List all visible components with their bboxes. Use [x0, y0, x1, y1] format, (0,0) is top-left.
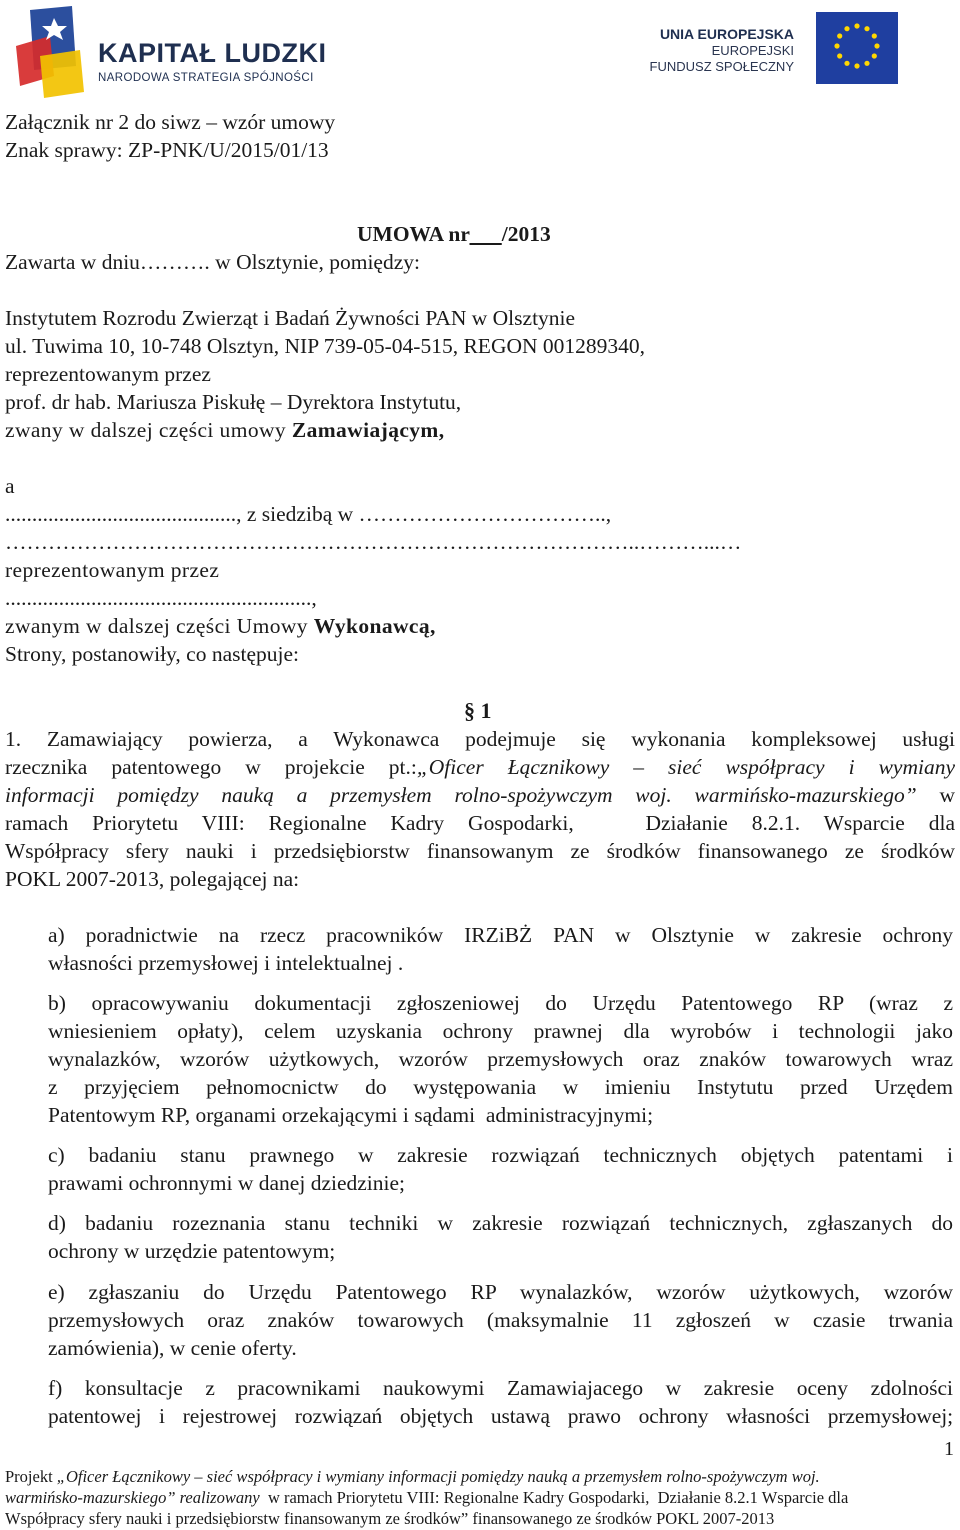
eu-logo-line3: FUNDUSZ SPOŁECZNY — [649, 59, 794, 74]
party2-role — [5, 612, 436, 640]
party2-name-line: ..........................................., z siedzibą w …………………………….., — [5, 502, 612, 526]
p1-line3-italic: informacji pomiędzy nauką a przemysłem rolno-spożywczym woj. warmińsko-mazurskiego” — [5, 783, 917, 807]
section-1-heading: § 1 — [464, 698, 492, 723]
party2-representative: ........................................................., — [5, 586, 317, 610]
p1-line2-italic: „Oficer Łącznikowy – sieć współpracy i wymiany — [416, 755, 956, 779]
p1-line4: ramach Priorytetu VIII: Regionalne Kadry Gospodarki, Działanie 8.2.1. Wsparcie dla — [5, 811, 955, 835]
item-b-line1: b) opracowywaniu dokumentacji zgłoszeniowej do Urzędu Patentowego RP (wraz z — [48, 991, 953, 1015]
concluded-line: Zawarta w dniu………. w Olsztynie, pomiędzy: — [5, 250, 420, 274]
party1-role — [5, 416, 445, 444]
p1-line2-pre: rzecznika patentowego w projekcie pt.: — [5, 755, 417, 779]
contract-title — [357, 220, 551, 248]
kapital-ludzki-title: KAPITAŁ LUDZKI — [98, 38, 327, 68]
item-d-line1: d) badaniu rozeznania stanu techniki w zakresie rozwiązań technicznych, zgłaszanych do — [48, 1211, 953, 1235]
footer-line2-italic: warmińsko-mazurskiego” realizowany — [5, 1488, 264, 1507]
p1-line3-post: w — [916, 783, 955, 807]
item-b-line5: Patentowym RP, organami orzekającymi i sądami administracyjnymi; — [48, 1103, 654, 1127]
party1-address: ul. Tuwima 10, 10-748 Olsztyn, NIP 739-05-04-515, REGON 001289340, — [5, 334, 646, 358]
contract-number-blank — [470, 222, 502, 246]
item-c-line1: c) badaniu stanu prawnego w zakresie rozwiązań technicznych objętych patentami i — [48, 1143, 953, 1167]
p1-line2 — [5, 753, 955, 781]
kapital-ludzki-emblem-icon — [10, 6, 90, 98]
party1-representative: prof. dr hab. Mariusza Piskułę – Dyrektora Instytutu, — [5, 390, 462, 414]
party1-role-bold: Zamawiającym, — [291, 418, 445, 442]
party1-name: Instytutem Rozrodu Zwierząt i Badań Żywności PAN w Olsztynie — [5, 306, 576, 330]
case-number: Znak sprawy: ZP-PNK/U/2015/01/13 — [5, 138, 329, 162]
and-word: a — [5, 474, 15, 498]
item-f-line2: patentowej i rejestrowej rozwiązań objętych ustawą prawo ochrony własności przemysłowej; — [48, 1404, 953, 1428]
item-a-line2: własności przemysłowej i intelektualnej . — [48, 951, 404, 975]
eu-logo — [648, 12, 908, 90]
contract-title-year: /2013 — [501, 222, 551, 246]
footer-line1-italic: „Oficer Łącznikowy – sieć współpracy i wymiany informacji pomiędzy nauką a przemysłem rolno-spożywczym woj. — [56, 1467, 820, 1486]
kapital-ludzki-subtitle: NARODOWA STRATEGIA SPÓJNOŚCI — [98, 72, 314, 84]
item-a-line1: a) poradnictwie na rzecz pracowników IRZiBŻ PAN w Olsztynie w zakresie ochrony — [48, 923, 953, 947]
footer-line1 — [5, 1466, 955, 1487]
item-b-line3: wynalazków, wzorów użytkowych, wzorów przemysłowych oraz znaków towarowych wraz — [48, 1047, 953, 1071]
eu-flag-icon — [816, 12, 898, 84]
page-header — [0, 0, 960, 110]
party2-role-bold: Wykonawcą, — [313, 614, 436, 638]
party1-represented: reprezentowanym przez — [5, 362, 211, 386]
attachment-line: Załącznik nr 2 do siwz – wzór umowy — [5, 110, 336, 134]
party1-role-pre: zwany w dalszej części umowy — [5, 418, 292, 442]
item-c-line2: prawami ochronnymi w danej dziedzinie; — [48, 1171, 406, 1195]
item-e-line2: przemysłowych oraz znaków towarowych (maksymalnie 11 zgłoszeń w czasie trwania — [48, 1308, 953, 1332]
party2-role-pre: zwanym w dalszej części Umowy — [5, 614, 314, 638]
p1-line3 — [5, 781, 955, 809]
footer-line2-post: w ramach Priorytetu VIII: Regionalne Kadry Gospodarki, Działanie 8.2.1 Wsparcie dla — [263, 1488, 849, 1507]
p1-line6: POKL 2007-2013, polegającej na: — [5, 867, 300, 891]
p1-line5: Współpracy sfery nauki i przedsiębiorstw finansowanym ze środków finansowanego ze środków — [5, 839, 955, 863]
footer-line3: Współpracy sfery nauki i przedsiębiorstw finansowanym ze środków” finansowanego ze środków POKL 2007-2013 — [5, 1509, 775, 1528]
eu-logo-line1: UNIA EUROPEJSKA — [659, 26, 794, 42]
footer-line1-pre: Projekt — [5, 1467, 57, 1486]
party2-dots-line: ……………………………………………………………………………..………...… — [5, 530, 742, 554]
eu-logo-line2: EUROPEJSKI — [711, 43, 794, 58]
footer-line2 — [5, 1487, 955, 1508]
parties-agree: Strony, postanowiły, co następuje: — [5, 642, 299, 666]
contract-title-pre: UMOWA nr — [357, 222, 470, 246]
page-number: 1 — [944, 1438, 954, 1460]
p1-line1: 1. Zamawiający powierza, a Wykonawca podejmuje się wykonania kompleksowej usługi — [5, 727, 955, 751]
item-e-line3: zamówienia), w cenie oferty. — [48, 1336, 297, 1360]
party2-represented: reprezentowanym przez — [5, 558, 220, 582]
item-d-line2: ochrony w urzędzie patentowym; — [48, 1239, 336, 1263]
item-b-line4: z przyjęciem pełnomocnictw do występowania w imieniu Instytutu przed Urzędem — [48, 1075, 953, 1099]
kapital-ludzki-logo — [10, 6, 340, 98]
item-b-line2: wniesieniem opłaty), celem uzyskania ochrony prawnej dla wyrobów i technologii jako — [48, 1019, 953, 1043]
item-e-line1: e) zgłaszaniu do Urzędu Patentowego RP wynalazków, wzorów użytkowych, wzorów — [48, 1280, 953, 1304]
item-f-line1: f) konsultacje z pracownikami naukowymi Zamawiajacego w zakresie oceny zdolności — [48, 1376, 953, 1400]
